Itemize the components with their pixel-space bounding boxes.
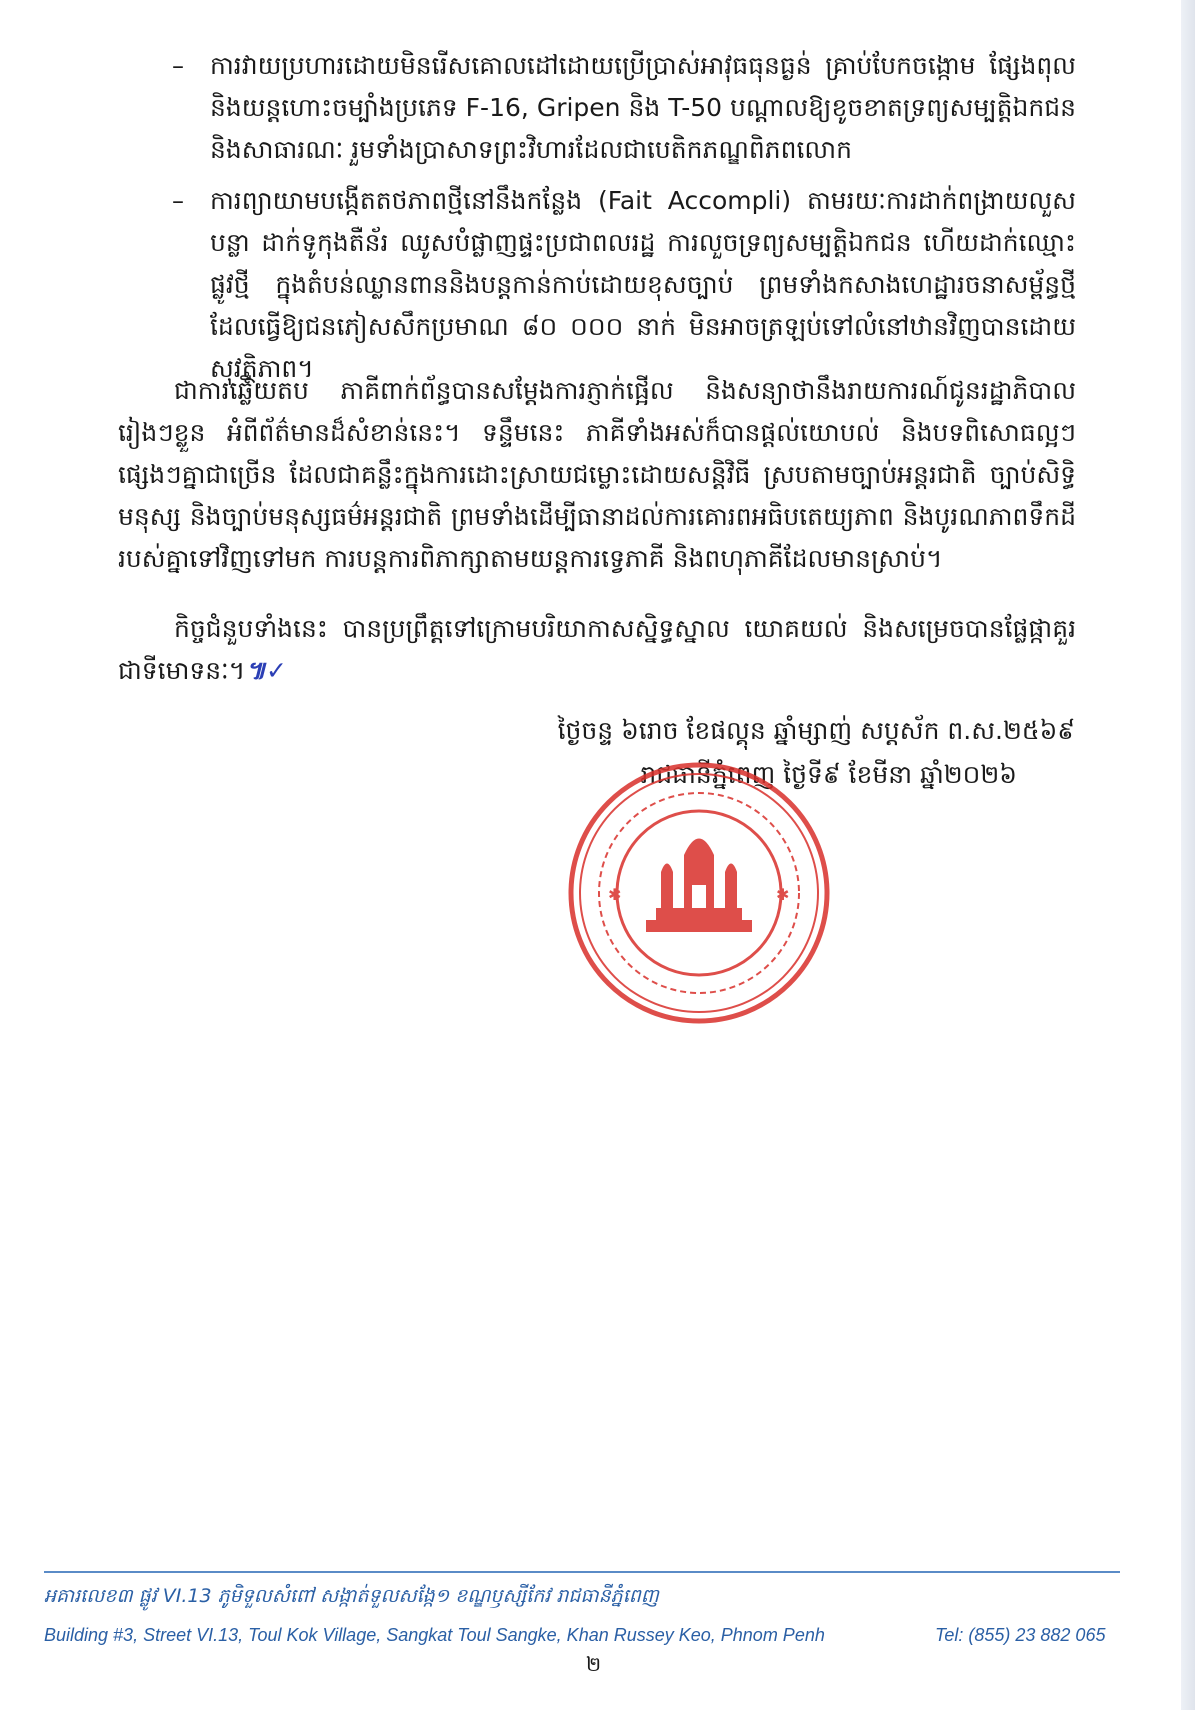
page-edge-shadow xyxy=(1181,0,1195,1710)
bullet-dash: – xyxy=(172,187,184,215)
angkor-icon xyxy=(646,839,752,933)
response-paragraph: ជាការឆ្លើយតប ភាគីពាក់ព័ន្ធបានសម្ដែងការភ្ញាក់ផ្អើល និងសន្យាថានឹងរាយការណ៍ជូនរដ្ឋាភិបាលរៀងៗខ្លួន អំពីព័ត៌មានដ៏សំខាន់នេះ។ ទន្ទឹមនេះ ភាគីទាំងអស់ក៏បានផ្តល់យោបល់ និងបទពិសោធល្អៗ ផ្សេងៗគ្នាជាច្រើន ដែលជាគន្លឹះក្នុងការដោះស្រាយជម្លោះដោយសន្តិវិធី ស្របតាមច្បាប់អន្តរជាតិ ច្បាប់សិទ្ធិមនុស្ស និងច្បាប់មនុស្សធម៌អន្តរជាតិ ព្រមទាំងដើម្បីធានាដល់ការគោរពអធិបតេយ្យភាព និងបូរណភាពទឹកដីរបស់គ្នាទៅវិញទៅមក ការបន្តការពិភាក្សាតាមយន្តការទ្វេភាគី និងពហុភាគីដែលមានស្រាប់។ xyxy=(118,376,1076,573)
footer-address-khmer: អគារលេខ៣ ផ្លូវ VI.13 ភូមិទួលសំពៅ សង្កាត់ទួលសង្កែ១ ខណ្ឌឫស្សីកែវ រាជធានីភ្នំពេញ xyxy=(44,1585,659,1607)
solar-date: រាជធានីភ្នំពេញ ថ្ងៃទី៩ ខែមីនា ឆ្នាំ២០២៦ xyxy=(640,760,1017,789)
closing-paragraph xyxy=(118,608,1076,692)
list-item: ការព្យាយាមបង្កើតតថភាពថ្មីនៅនឹងកន្លែង (Fait Accompli) តាមរយៈការដាក់ពង្រាយលួសបន្លា ដាក់ទូកុងតឺន័រ ឈូសបំផ្លាញផ្ទះប្រជាពលរដ្ឋ ការលួចទ្រព្យសម្បត្តិឯកជន ហើយដាក់ឈ្មោះផ្លូវថ្មី ក្នុងតំបន់ឈ្លានពាននិងបន្តកាន់កាប់ដោយខុសច្បាប់ ព្រមទាំងកសាងហេដ្ឋារចនាសម្ព័ន្ធថ្មី ដែលធ្វើឱ្យជនភៀសសឹកប្រមាណ ៨០ ០០០ នាក់ មិនអាចត្រឡប់ទៅលំនៅឋានវិញបានដោយសុវត្ថិភាព។ xyxy=(210,186,1076,383)
lunar-date: ថ្ងៃចន្ទ ៦រោច ខែផល្គុន ឆ្នាំម្សាញ់ សប្តស័ក ព.ស.២៥៦៩ xyxy=(557,716,1075,745)
page-number: ២ xyxy=(586,1652,602,1676)
official-seal xyxy=(566,760,832,1026)
footer-divider xyxy=(44,1571,1120,1573)
footer-address-english: Building #3, Street VI.13, Toul Kok Village, Sangkat Toul Sangke, Khan Russey Keo, Phnom Penh xyxy=(44,1625,825,1645)
bullet-dash: – xyxy=(172,52,184,80)
footer-telephone: Tel: (855) 23 882 065 xyxy=(935,1625,1106,1645)
list-item: ការវាយប្រហារដោយមិនរើសគោលដៅដោយប្រើប្រាស់អាវុធធុនធ្ងន់ គ្រាប់បែកចង្កោម ផ្សែងពុល និងយន្តហោះចម្បាំងប្រភេទ F-16, Gripen និង T-50 បណ្ដាលឱ្យខូចខាតទ្រព្យសម្បត្តិឯកជន និងសាធារណៈ រួមទាំងប្រាសាទព្រះវិហារដែលជាបេតិកភណ្ឌពិភពលោក xyxy=(210,51,1076,164)
initial-mark: ៕✓ xyxy=(245,656,287,685)
svg-text:✱: ✱ xyxy=(608,885,622,904)
closing-text: កិច្ចជំនួបទាំងនេះ បានប្រព្រឹត្តទៅក្រោមបរិយាកាសស្និទ្ធស្នាល យោគយល់ និងសម្រេចបានផ្លែផ្កាគួរជាទីមោទនៈ។ xyxy=(118,614,1076,685)
svg-text:✱: ✱ xyxy=(776,885,790,904)
